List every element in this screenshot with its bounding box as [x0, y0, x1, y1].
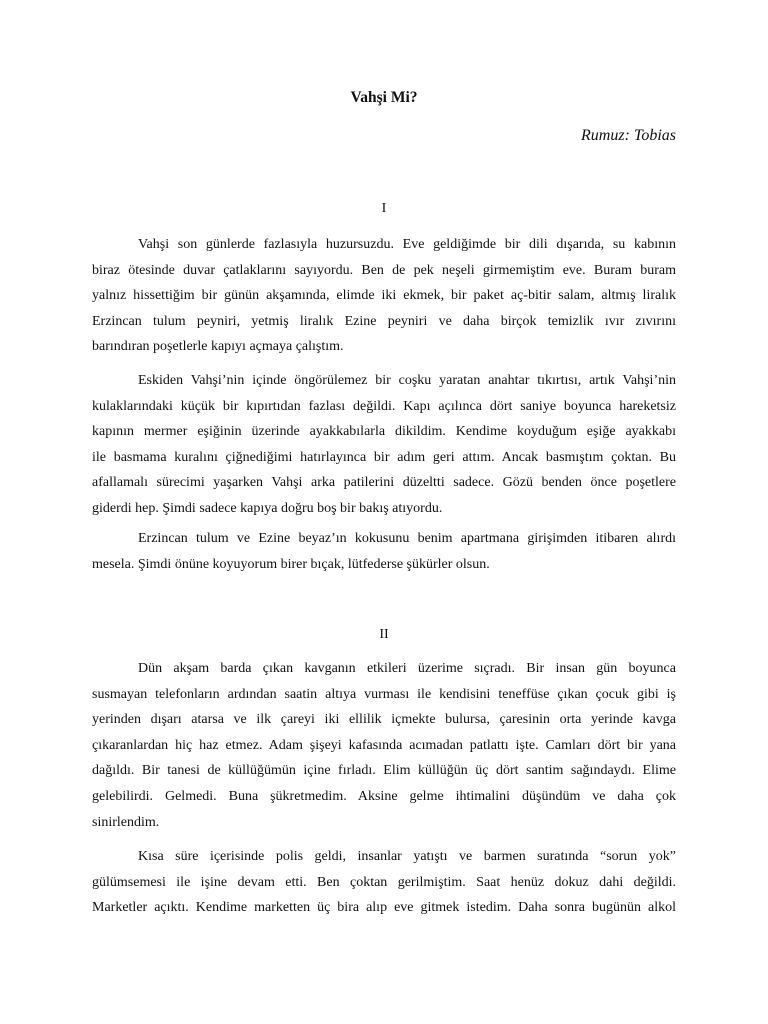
text-line: Marketler açıktı. Kendime marketten üç bira alıp eve gitmek istedim. Daha sonra bugünün alkol: [92, 900, 676, 916]
paragraph: [92, 368, 676, 522]
text-line: Kısa süre içerisinde polis geldi, insanlar yatıştı ve barmen suratında “sorun yok”: [138, 849, 676, 864]
text-line: Erzincan tulum ve Ezine beyaz’ın kokusunu benim apartmana girişimden itibaren alırdı: [138, 531, 676, 546]
text-line: Erzincan tulum peyniri, yetmiş liralık Ezine peyniri ve daha birçok temizlik ıvır zıvırını: [92, 313, 676, 329]
text-line: dağıldı. Bir tanesi de küllüğümün içine fırladı. Elim küllüğün üç dört santim sağındaydı. Elime: [92, 763, 676, 779]
section-heading-1: I: [381, 201, 387, 216]
text-line: çıkaranlardan hiç haz etmez. Adam şişeyi kafasında acımadan patlattı işte. Camları dört bir yana: [92, 737, 676, 753]
author-pseudonym: Rumuz: Tobias: [581, 127, 676, 144]
paragraph: [92, 844, 676, 921]
text-line: afallamalı sürecimi yaşarken Vahşi arka patilerini düzeltti sadece. Gözü benden önce poşetlere: [92, 475, 676, 491]
text-line: Eskiden Vahşi’nin içinde öngörülemez bir coşku yaratan anahtar tıkırtısı, artık Vahşi’nin: [138, 373, 676, 388]
text-line: susmayan telefonların ardından saatin altıya vurması ile kendisini teneffüse çıkan çocuk gibi iş: [92, 686, 676, 702]
text-line: mesela. Şimdi önüne koyuyorum birer bıçak, lütfederse şükürler olsun.: [92, 556, 490, 572]
paragraph: [92, 656, 676, 835]
text-line: kapının mermer eşiğinin üzerinde ayakkabılarla dikildim. Kendime koyduğum eşiğe ayakkabı: [92, 424, 676, 440]
text-line: giderdi hep. Şimdi sadece kapıya doğru boş bir bakış atıyordu.: [92, 500, 443, 516]
text-line: gelebilirdi. Gelmedi. Buna şükretmedim. Aksine gelme ihtimalini düşündüm ve daha çok: [92, 788, 676, 804]
text-line: biraz ötesinde duvar çatlaklarını sayıyordu. Ben de pek neşeli girmemiştim eve. Buram buram: [92, 262, 676, 278]
text-line: kulaklarındaki küçük bir kıpırtıdan fazlası değildi. Kapı açılınca dört saniye boyunca hareketsiz: [92, 398, 676, 414]
text-line: Vahşi son günlerde fazlasıyla huzursuzdu. Eve geldiğimde bir dili dışarıda, su kabının: [138, 237, 676, 252]
paragraph: [92, 232, 676, 360]
text-line: yerinden dışarı atarsa ve ilk çareyi iki ellilik içmekte bulursa, çaresinin orta yerinde kavga: [92, 712, 676, 728]
text-line: yalnız hissettiğim bir günün akşamında, elimde iki ekmek, bir paket aç-bitir salam, altmış liralık: [92, 288, 676, 304]
text-line: sinirlendim.: [92, 814, 160, 830]
text-line: Dün akşam barda çıkan kavganın etkileri üzerime sıçradı. Bir insan gün boyunca: [138, 661, 676, 676]
page-title: Vahşi Mi?: [350, 89, 418, 106]
paragraph: [92, 526, 676, 577]
text-line: ile basmama kuralını çiğnediğimi hatırlayınca bir adım geri attım. Ancak basmıştım çoktan. Bu: [92, 449, 676, 465]
text-line: barındıran poşetlerle kapıyı açmaya çalıştım.: [92, 339, 344, 355]
section-heading-2: II: [379, 627, 389, 642]
text-line: gülümsemesi ile işine devam etti. Ben çoktan gerilmiştim. Saat henüz dokuz dahi değildi.: [92, 874, 676, 890]
